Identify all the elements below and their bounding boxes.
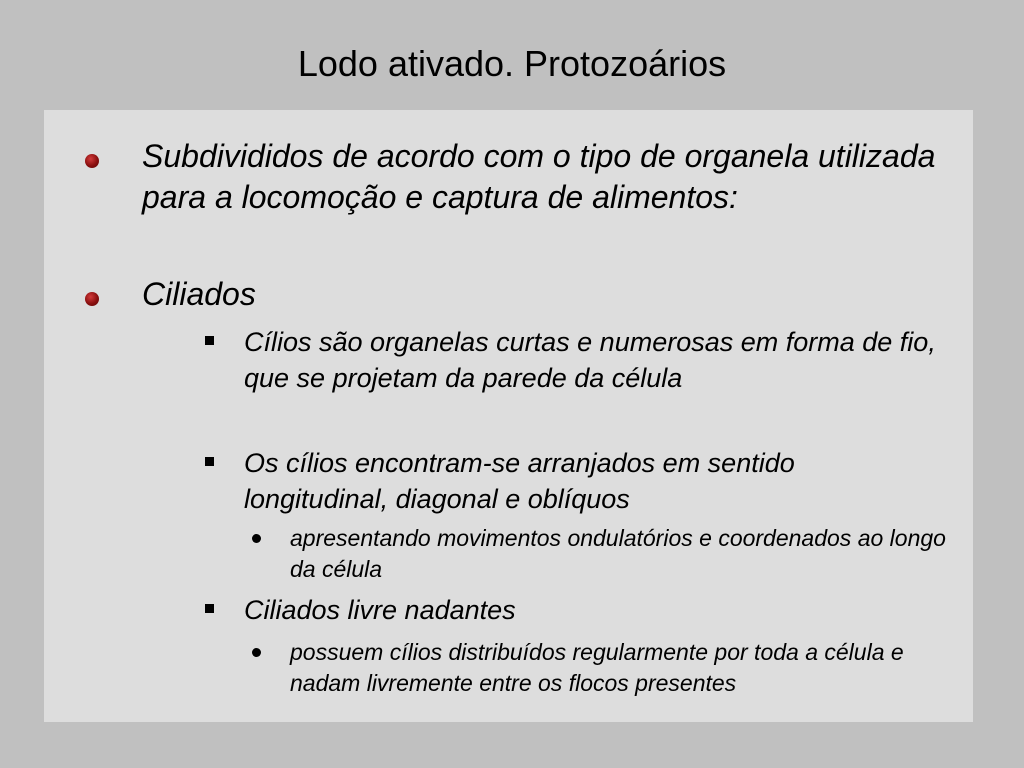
content-box: [44, 110, 973, 722]
bullet-l3-2: [252, 648, 261, 657]
bullet-l2-3: [205, 604, 214, 613]
bullet-text-livre-nadantes: Ciliados livre nadantes: [244, 595, 516, 625]
bullet-l1-2: [85, 292, 99, 306]
bullet-l2-1: [205, 336, 214, 345]
bullet-l3-1: [252, 534, 261, 543]
bullet-text-movimentos: apresentando movimentos ondulatórios e coordenados ao longo da célula: [290, 525, 946, 582]
bullet-text-cilios-arranjados: Os cílios encontram-se arranjados em sentido longitudinal, diagonal e oblíquos: [244, 448, 795, 514]
bullet-text-possuem-cilios: possuem cílios distribuídos regularmente por toda a célula e nadam livremente entre os flocos presentes: [290, 639, 904, 696]
bullet-l1-1: [85, 154, 99, 168]
bullet-text-cilios-organelas: Cílios são organelas curtas e numerosas em forma de fio, que se projetam da parede da célula: [244, 327, 936, 393]
slide-title: Lodo ativado. Protozoários: [297, 43, 727, 84]
bullet-text-subdivididos: Subdivididos de acordo com o tipo de organela utilizada para a locomoção e captura de alimentos:: [142, 138, 936, 215]
bullet-text-ciliados: Ciliados: [142, 276, 256, 312]
bullet-l2-2: [205, 457, 214, 466]
